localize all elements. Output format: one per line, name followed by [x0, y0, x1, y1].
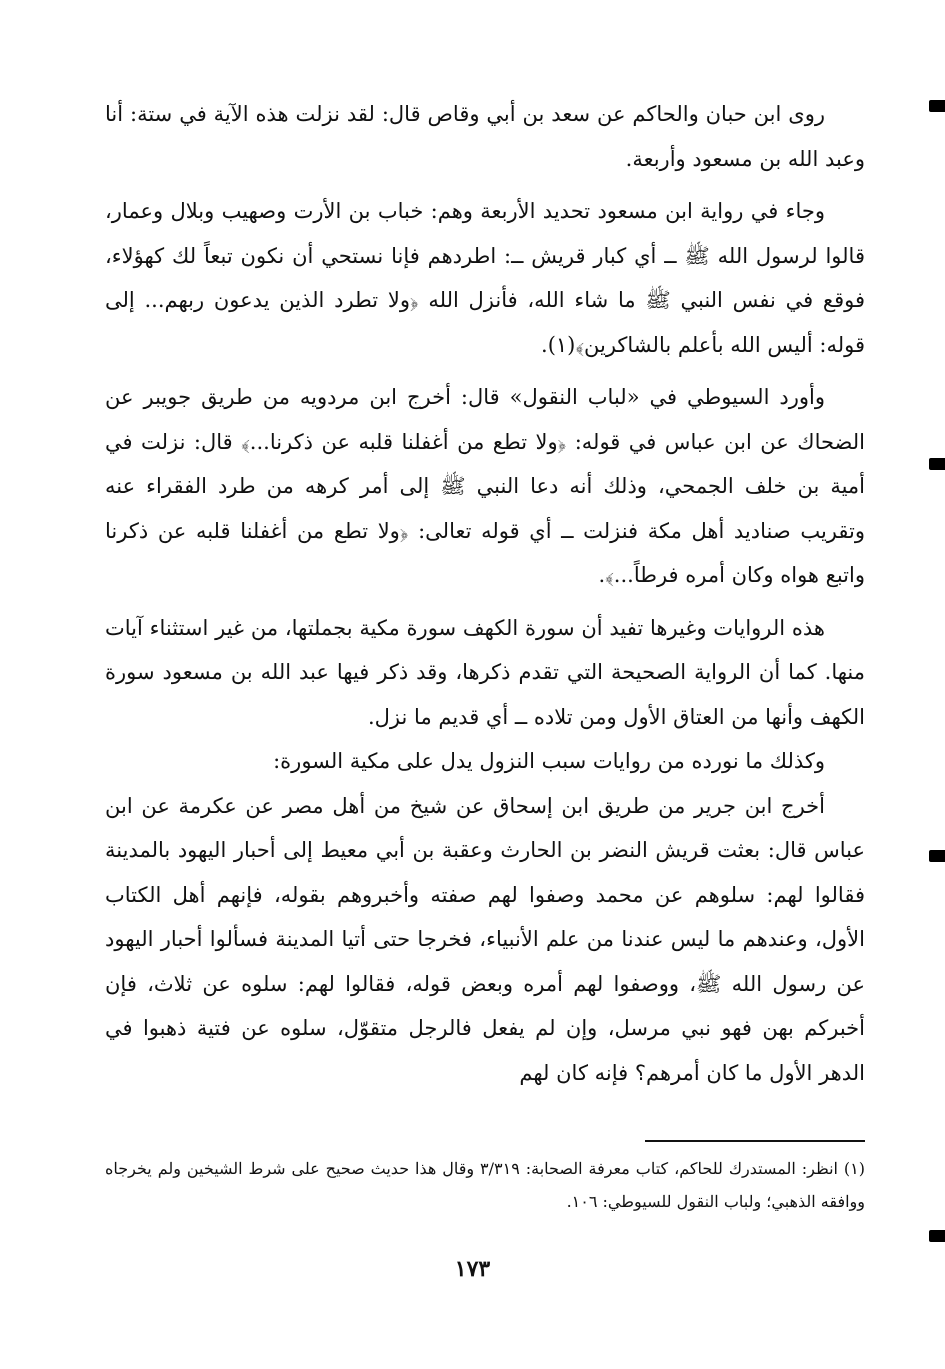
- main-text: [105, 92, 865, 1095]
- margin-mark: [929, 458, 945, 470]
- page-number: ١٧٣: [454, 1256, 491, 1282]
- paragraph-3: وأورد السيوطي في «لباب النقول» قال: أخرج ابن مردويه من طريق جويبر عن الضحاك عن ابن عباس في قوله: ﴿ولا تطع من أغفلنا قلبه عن ذكرنا...﴾ قال: نزلت في أمية بن خلف الجمحي، وذلك أنه دعا النبي ﷺ إلى أمر كرهه من طرد الفقراء عنه وتقريب صناديد أهل مكة فنزلت ــ أي قوله تعالى: ﴿ولا تطع من أغفلنا قلبه عن ذكرنا واتبع هواه وكان أمره فرطاً...﴾.: [105, 385, 865, 587]
- paragraph-5: وكذلك ما نورده من روايات سبب النزول يدل على مكية السورة:: [273, 749, 825, 773]
- margin-mark: [929, 850, 945, 862]
- paragraph-6: أخرج ابن جرير من طريق ابن إسحاق عن شيخ من أهل مصر عن عكرمة عن ابن عباس قال: بعثت قريش النضر بن الحارث وعقبة بن أبي معيط إلى أحبار اليهود بالمدينة فقالوا لهم: سلوهم عن محمد وصفوا لهم صفته وأخبروهم بقوله، فإنهم أهل الكتاب الأول، وعندهم ما ليس عندنا من علم الأنبياء، فخرجا حتى أتيا المدينة فسألوا أحبار اليهود عن رسول الله ﷺ، ووصفوا لهم أمره وبعض قوله، فقالوا لهم: سلوه عن ثلاث، فإن أخبركم بهن فهو نبي مرسل، وإن لم يفعل فالرجل متقوّل، سلوه عن فتية ذهبوا في الدهر الأول ما كان أمرهم؟ فإنه كان لهم: [105, 793, 865, 1085]
- margin-mark: [929, 1230, 945, 1242]
- footnote: (١) انظر: المستدرك للحاكم، كتاب معرفة الصحابة: ٣/٣١٩ وقال هذا حديث صحيح على شرط الشيخين ولم يخرجاه ووافقه الذهبي؛ ولباب النقول للسيوطي: ١٠٦.: [105, 1159, 865, 1211]
- margin-mark: [929, 100, 945, 112]
- footnote-divider: [645, 1140, 865, 1142]
- paragraph-1: روى ابن حبان والحاكم عن سعد بن أبي وقاص قال: لقد نزلت هذه الآية في ستة: أنا وعبد الله بن مسعود وأربعة.: [105, 102, 865, 171]
- paragraph-2: وجاء في رواية ابن مسعود تحديد الأربعة وهم: خباب بن الأرت وصهيب وبلال وعمار، قالوا لرسول الله ﷺ ــ أي كبار قريش ــ: اطردهم فإنا نستحي أن نكون تبعاً لك كهؤلاء، فوقع في نفس النبي ﷺ ما شاء الله، فأنزل الله ﴿ولا تطرد الذين يدعون ربهم... إلى قوله: أليس الله بأعلم بالشاكرين﴾(١).: [105, 199, 865, 357]
- paragraph-4: هذه الروايات وغيرها تفيد أن سورة الكهف سورة مكية بجملتها، من غير استثناء آيات منها. كما أن الرواية الصحيحة التي تقدم ذكرها، وقد ذكر فيها عبد الله بن مسعود سورة الكهف وأنها من العتاق الأول ومن تلاده ــ أي قديم ما نزل.: [105, 615, 865, 729]
